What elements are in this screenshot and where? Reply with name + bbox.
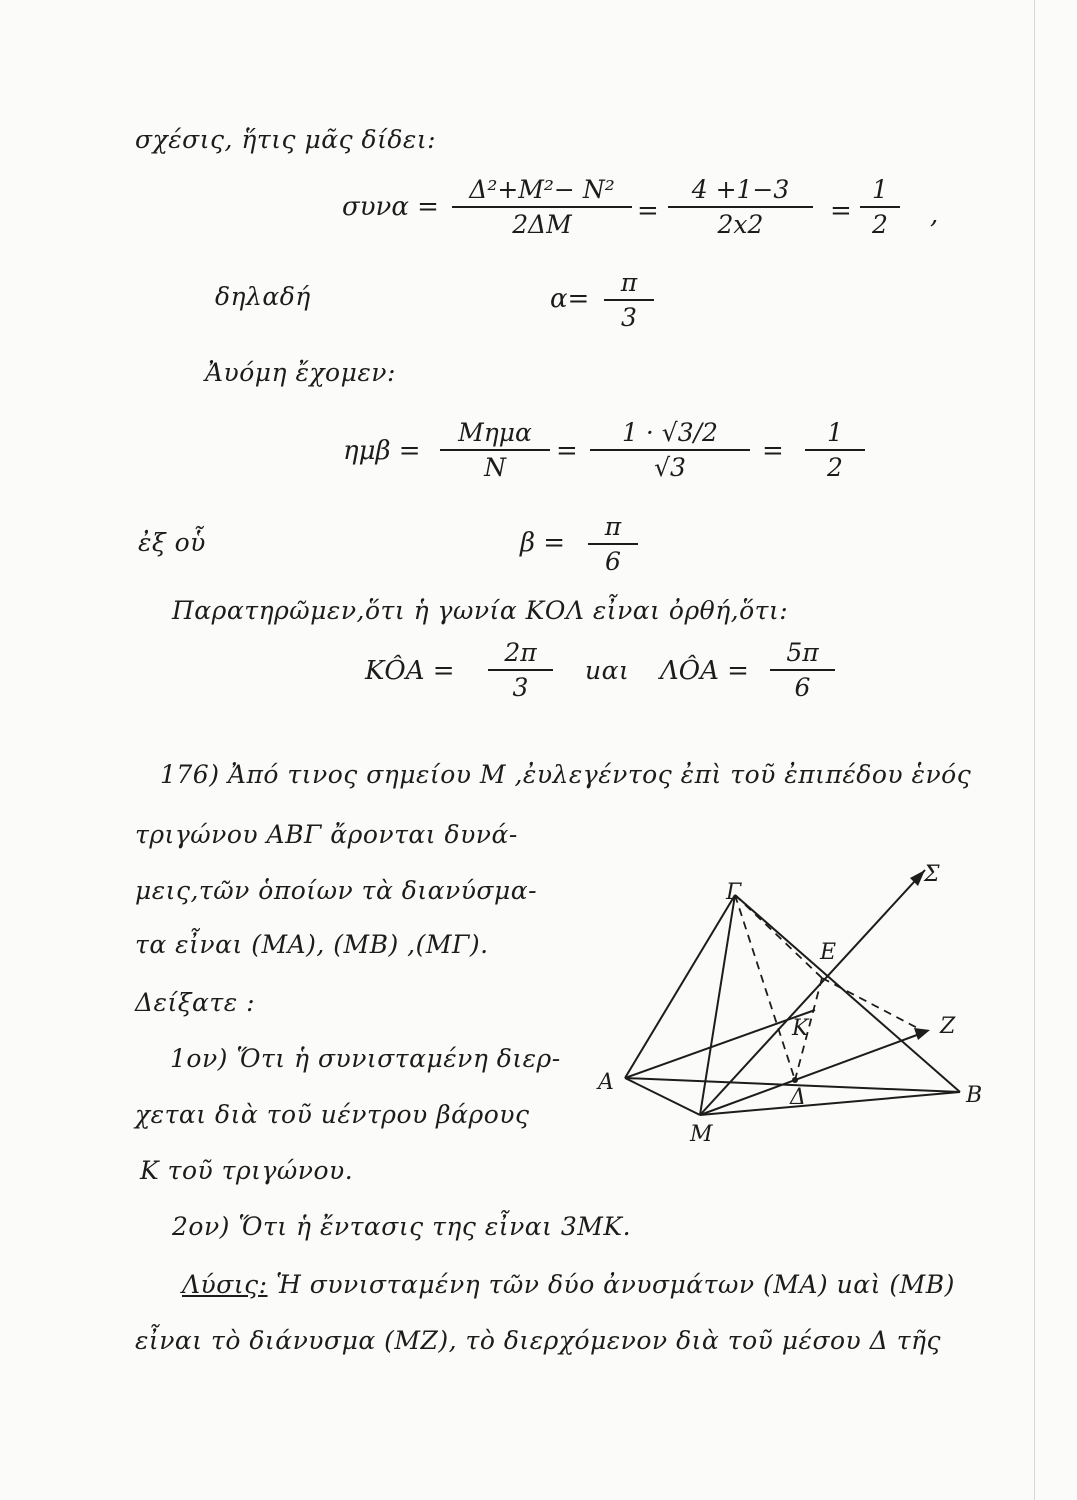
problem-line-4: τα εἶναι (ΜΑ), (ΜΒ) ,(ΜΓ). bbox=[135, 930, 489, 959]
problem-line-1: 176) Ἀπό τινος σημείου Μ ,ἐυλεγέντος ἐπὶ τοῦ ἐπιπέδου ἑνός bbox=[160, 760, 972, 789]
solution-line-2: εἶναι τὸ διάνυσμα (ΜΖ), τὸ διερχόμενον διὰ τοῦ μέσου Δ τῆς bbox=[135, 1326, 942, 1355]
cos-num-1: Δ²+M²− N² bbox=[452, 175, 632, 208]
label-G: Γ bbox=[726, 880, 742, 905]
trailing-comma: , bbox=[930, 200, 939, 230]
edge-GB bbox=[735, 895, 960, 1092]
beta-num: π bbox=[588, 512, 638, 545]
kai-text: uαι bbox=[585, 656, 630, 685]
omoiws-text: Ἀυόμη ἔχομεν: bbox=[205, 358, 396, 387]
alpha-num: π bbox=[604, 268, 654, 301]
alpha-frac bbox=[604, 268, 654, 332]
problem-line-3: μεις,τῶν ὁποίων τὰ διανύσμα- bbox=[135, 876, 538, 905]
equals-1: = bbox=[637, 196, 659, 226]
sin-num-1: Mημα bbox=[440, 418, 550, 451]
loa-lhs: ΛÔΑ = bbox=[660, 656, 749, 686]
beta-frac bbox=[588, 512, 638, 576]
problem-line-8: Κ τοῦ τριγώνου. bbox=[140, 1156, 354, 1185]
cos-lhs: συνα = bbox=[342, 192, 439, 222]
loa-num: 5π bbox=[770, 638, 835, 671]
beta-lhs: β = bbox=[520, 528, 566, 558]
sin-den-1: N bbox=[484, 453, 506, 482]
label-Z: Ζ bbox=[940, 1014, 956, 1039]
equals-4: = bbox=[762, 436, 784, 466]
cos-num-2: 4 +1−3 bbox=[668, 175, 813, 208]
point-D bbox=[792, 1077, 798, 1083]
alpha-lhs: α= bbox=[550, 284, 590, 314]
cos-den-3: 2 bbox=[872, 210, 888, 239]
edge-GA bbox=[625, 895, 735, 1078]
solution-line-1 bbox=[182, 1270, 955, 1299]
cos-frac-2 bbox=[668, 175, 813, 239]
sin-frac-3 bbox=[805, 418, 865, 482]
label-M: Μ bbox=[690, 1122, 713, 1147]
koa-frac bbox=[488, 638, 553, 702]
koa-num: 2π bbox=[488, 638, 553, 671]
ray-MZ bbox=[700, 1032, 925, 1115]
sin-den-2: √3 bbox=[654, 453, 686, 482]
cos-den-1: 2ΔM bbox=[512, 210, 572, 239]
sin-frac-2 bbox=[590, 418, 750, 482]
solution-text-1: Ἡ συνισταμένη τῶν δύο ἀνυσμάτων (ΜΑ) uαὶ (ΜΒ) bbox=[276, 1270, 955, 1299]
dilady-text: δηλαδή bbox=[215, 282, 311, 311]
problem-line-9: 2ον) Ὅτι ἡ ἔντασις της εἶναι 3ΜΚ. bbox=[172, 1212, 632, 1241]
intro-text: σχέσις, ἥτις μᾶς δίδει: bbox=[135, 125, 437, 154]
sin-num-2: 1 · √3/2 bbox=[590, 418, 750, 451]
edge-MB bbox=[700, 1092, 960, 1115]
loa-frac bbox=[770, 638, 835, 702]
beta-den: 6 bbox=[605, 547, 621, 576]
loa-den: 6 bbox=[794, 673, 811, 702]
problem-line-7: χεται διὰ τοῦ uέντρου βάρους bbox=[135, 1100, 530, 1129]
sin-frac-1 bbox=[440, 418, 550, 482]
page-edge bbox=[1034, 0, 1035, 1500]
alpha-den: 3 bbox=[621, 303, 637, 332]
sin-den-3: 2 bbox=[827, 453, 843, 482]
label-E: Ε bbox=[820, 940, 837, 965]
solution-heading: Λύσις: bbox=[182, 1270, 268, 1299]
ex-ou-text: ἐξ οὗ bbox=[138, 528, 206, 557]
cos-num-3: 1 bbox=[860, 175, 900, 208]
edge-MA bbox=[625, 1078, 700, 1115]
equals-3: = bbox=[556, 436, 578, 466]
cos-frac-1 bbox=[452, 175, 632, 239]
cos-frac-3 bbox=[860, 175, 900, 239]
median-GD bbox=[735, 895, 795, 1080]
paratiroumen-text: Παρατηρῶμεν,ὅτι ἡ γωνία ΚΟΛ εἶναι ὀρθή,ὅτι: bbox=[172, 596, 789, 625]
sin-lhs: ημβ = bbox=[343, 436, 421, 466]
dash-EZ bbox=[822, 978, 925, 1032]
koa-den: 3 bbox=[512, 673, 529, 702]
label-B: Β bbox=[966, 1083, 983, 1108]
label-A: Α bbox=[598, 1070, 614, 1095]
median-A bbox=[625, 1010, 815, 1078]
problem-line-5: Δείξατε : bbox=[135, 988, 256, 1017]
problem-line-6: 1ον) Ὅτι ἡ συνισταμένη διερ- bbox=[170, 1044, 561, 1073]
problem-line-2: τριγώνου ΑΒΓ ἄρονται δυνά- bbox=[135, 820, 518, 849]
equals-2: = bbox=[830, 196, 852, 226]
label-D: Δ bbox=[790, 1085, 806, 1110]
label-K: Κ bbox=[792, 1016, 809, 1041]
koa-lhs: ΚÔΑ = bbox=[365, 656, 455, 686]
cos-den-2: 2x2 bbox=[717, 210, 764, 239]
sin-num-3: 1 bbox=[805, 418, 865, 451]
label-S: Σ bbox=[924, 862, 940, 887]
arrowhead-Z bbox=[914, 1028, 930, 1040]
